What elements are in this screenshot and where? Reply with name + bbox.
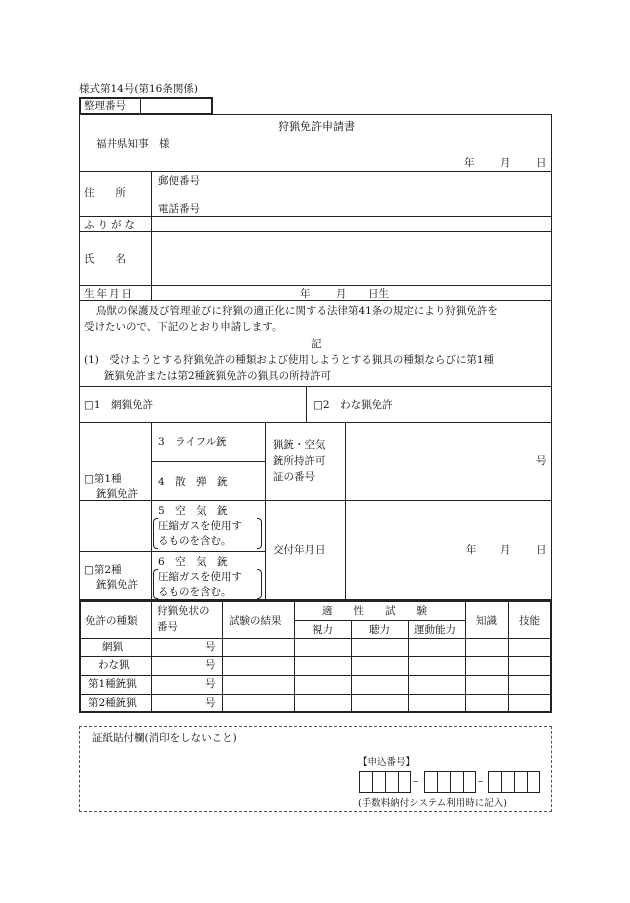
registration-number-divider bbox=[140, 98, 141, 114]
birth-date-label: 生年月日 bbox=[84, 288, 134, 300]
row-type2-suffix: 号 bbox=[205, 697, 216, 709]
gun-air-5: 5 空 気 銃 bbox=[158, 505, 228, 517]
col-aptitude: 適 性 試 験 bbox=[322, 605, 427, 617]
dash-separator: – bbox=[413, 775, 419, 787]
digit-divider bbox=[527, 772, 528, 792]
bracket bbox=[153, 518, 158, 549]
date-day: 日 bbox=[536, 157, 547, 169]
digit-divider bbox=[372, 772, 373, 792]
col-license-type: 免許の種類 bbox=[85, 615, 138, 627]
gun-col-1 bbox=[151, 422, 152, 600]
issue-date-label: 交付年月日 bbox=[273, 544, 326, 556]
col-cert-number-1: 狩猟免状の bbox=[157, 605, 210, 617]
dash-separator: – bbox=[478, 775, 484, 787]
row-type1-type: 第1種銃猟 bbox=[88, 678, 137, 690]
label-column-line bbox=[151, 171, 152, 300]
exam-col bbox=[408, 620, 409, 712]
digit-divider bbox=[385, 772, 386, 792]
row-line bbox=[79, 551, 265, 552]
exam-row bbox=[80, 656, 551, 657]
form-title: 狩猟免許申請書 bbox=[278, 120, 355, 133]
declaration-line-2: 受けたいので、下記のとおり申請します。 bbox=[84, 321, 283, 333]
section1-line-1: (1) 受けようとする狩猟免許の種類および使用しようとする猟具の種類ならびに第1種 bbox=[84, 354, 495, 366]
gun-air-6-note-2: るものを含む。 bbox=[158, 586, 232, 598]
col-skill: 技能 bbox=[519, 615, 540, 627]
trap-license-checkbox[interactable]: □2 わな猟免許 bbox=[313, 399, 393, 411]
birth-date-field[interactable] bbox=[153, 287, 549, 299]
col-exam-result: 試験の結果 bbox=[229, 615, 282, 627]
digit-divider bbox=[450, 772, 451, 792]
date-year: 年 bbox=[464, 157, 475, 169]
furigana-field[interactable] bbox=[153, 218, 549, 230]
permit-label-3: 証の番号 bbox=[273, 471, 315, 483]
row-net-type: 網猟 bbox=[102, 641, 123, 653]
row-line bbox=[79, 231, 552, 232]
registration-number-label: 整理番号 bbox=[84, 100, 126, 112]
phone-label: 電話番号 bbox=[158, 203, 200, 215]
col-vision: 視力 bbox=[312, 624, 333, 636]
row-line bbox=[79, 285, 552, 286]
exam-row bbox=[294, 620, 465, 621]
gun-air-5-note-2: るものを含む。 bbox=[158, 535, 232, 547]
stamp-area-label: 証紙貼付欄(消印をしないこと) bbox=[92, 732, 237, 744]
issue-year: 年 bbox=[466, 544, 477, 556]
row-net-suffix: 号 bbox=[205, 641, 216, 653]
col-hearing: 聴力 bbox=[369, 624, 390, 636]
row-line bbox=[79, 422, 552, 423]
registration-number-field[interactable] bbox=[142, 99, 211, 113]
digit-divider bbox=[514, 772, 515, 792]
bracket bbox=[257, 569, 262, 599]
row-type2-type: 第2種銃猟 bbox=[88, 697, 137, 709]
birth-year: 年 bbox=[300, 288, 311, 300]
row-type1-suffix: 号 bbox=[205, 678, 216, 690]
row-trap-suffix: 号 bbox=[205, 659, 216, 671]
section1-line-2: 銃猟免許または第2種銃猟免許の猟具の所持許可 bbox=[104, 370, 332, 382]
issue-day: 日 bbox=[536, 544, 547, 556]
application-number-label: 【申込番号】 bbox=[358, 757, 416, 768]
row-line bbox=[79, 386, 552, 387]
date-month: 月 bbox=[500, 157, 511, 169]
gun-shotgun: 4 散 弾 銃 bbox=[158, 476, 228, 488]
address-label: 住 所 bbox=[84, 187, 126, 199]
type1-label[interactable]: □第1種 bbox=[84, 473, 122, 485]
exam-row bbox=[80, 675, 551, 676]
permit-label-1: 猟銃・空気 bbox=[273, 439, 326, 451]
type2-label-sub: 銃猟免許 bbox=[96, 579, 138, 591]
digit-divider bbox=[463, 772, 464, 792]
birth-day: 日生 bbox=[368, 288, 389, 300]
digit-divider bbox=[501, 772, 502, 792]
col-knowledge: 知識 bbox=[476, 615, 497, 627]
type1-label-sub: 銃猟免許 bbox=[96, 488, 138, 500]
issue-month: 月 bbox=[500, 544, 511, 556]
furigana-label: ふりがな bbox=[84, 219, 138, 231]
row-line bbox=[79, 500, 552, 501]
gun-col-3 bbox=[345, 422, 346, 600]
exam-col bbox=[351, 620, 352, 712]
row-line bbox=[79, 300, 552, 301]
net-license-checkbox[interactable]: □1 網猟免許 bbox=[84, 399, 154, 411]
exam-row bbox=[80, 694, 551, 695]
issue-date-field[interactable] bbox=[347, 502, 459, 598]
declaration-line-1: 鳥獣の保護及び管理並びに狩猟の適正化に関する法律第41条の規定により狩猟免許を bbox=[96, 305, 498, 317]
digit-divider bbox=[437, 772, 438, 792]
name-label: 氏 名 bbox=[84, 253, 126, 265]
birth-month: 月 bbox=[336, 288, 347, 300]
digit-divider bbox=[398, 772, 399, 792]
bracket bbox=[257, 518, 262, 549]
ki-heading: 記 bbox=[311, 338, 322, 350]
addressee: 福井県知事 様 bbox=[96, 138, 170, 150]
exam-row bbox=[80, 638, 551, 639]
address-field[interactable] bbox=[213, 173, 549, 215]
row-line bbox=[151, 461, 265, 462]
fee-system-note: (手数料納付システム利用時に記入) bbox=[358, 798, 507, 809]
gun-rifle: 3 ライフル銃 bbox=[158, 436, 227, 448]
gun-col-2 bbox=[265, 422, 266, 600]
permit-label-2: 銃所持許可 bbox=[273, 455, 326, 467]
row-trap-type: わな猟 bbox=[98, 659, 130, 671]
col-cert-number-2: 番号 bbox=[157, 621, 178, 633]
col-motor: 運動能力 bbox=[414, 624, 456, 636]
row-line bbox=[79, 171, 552, 172]
permit-number-field[interactable] bbox=[347, 424, 532, 498]
gun-air-5-note-1: 圧縮ガスを使用す bbox=[158, 520, 242, 532]
row-line bbox=[79, 216, 552, 217]
type2-label[interactable]: □第2種 bbox=[84, 564, 122, 576]
gun-air-6-note-1: 圧縮ガスを使用す bbox=[158, 571, 242, 583]
gun-air-6: 6 空 気 銃 bbox=[158, 556, 228, 568]
name-field[interactable] bbox=[153, 233, 549, 283]
bracket bbox=[153, 569, 158, 599]
postal-code-label: 郵便番号 bbox=[158, 175, 200, 187]
option-divider bbox=[306, 386, 307, 422]
form-number: 様式第14号(第16条関係) bbox=[79, 83, 198, 95]
permit-number-suffix: 号 bbox=[536, 455, 547, 467]
